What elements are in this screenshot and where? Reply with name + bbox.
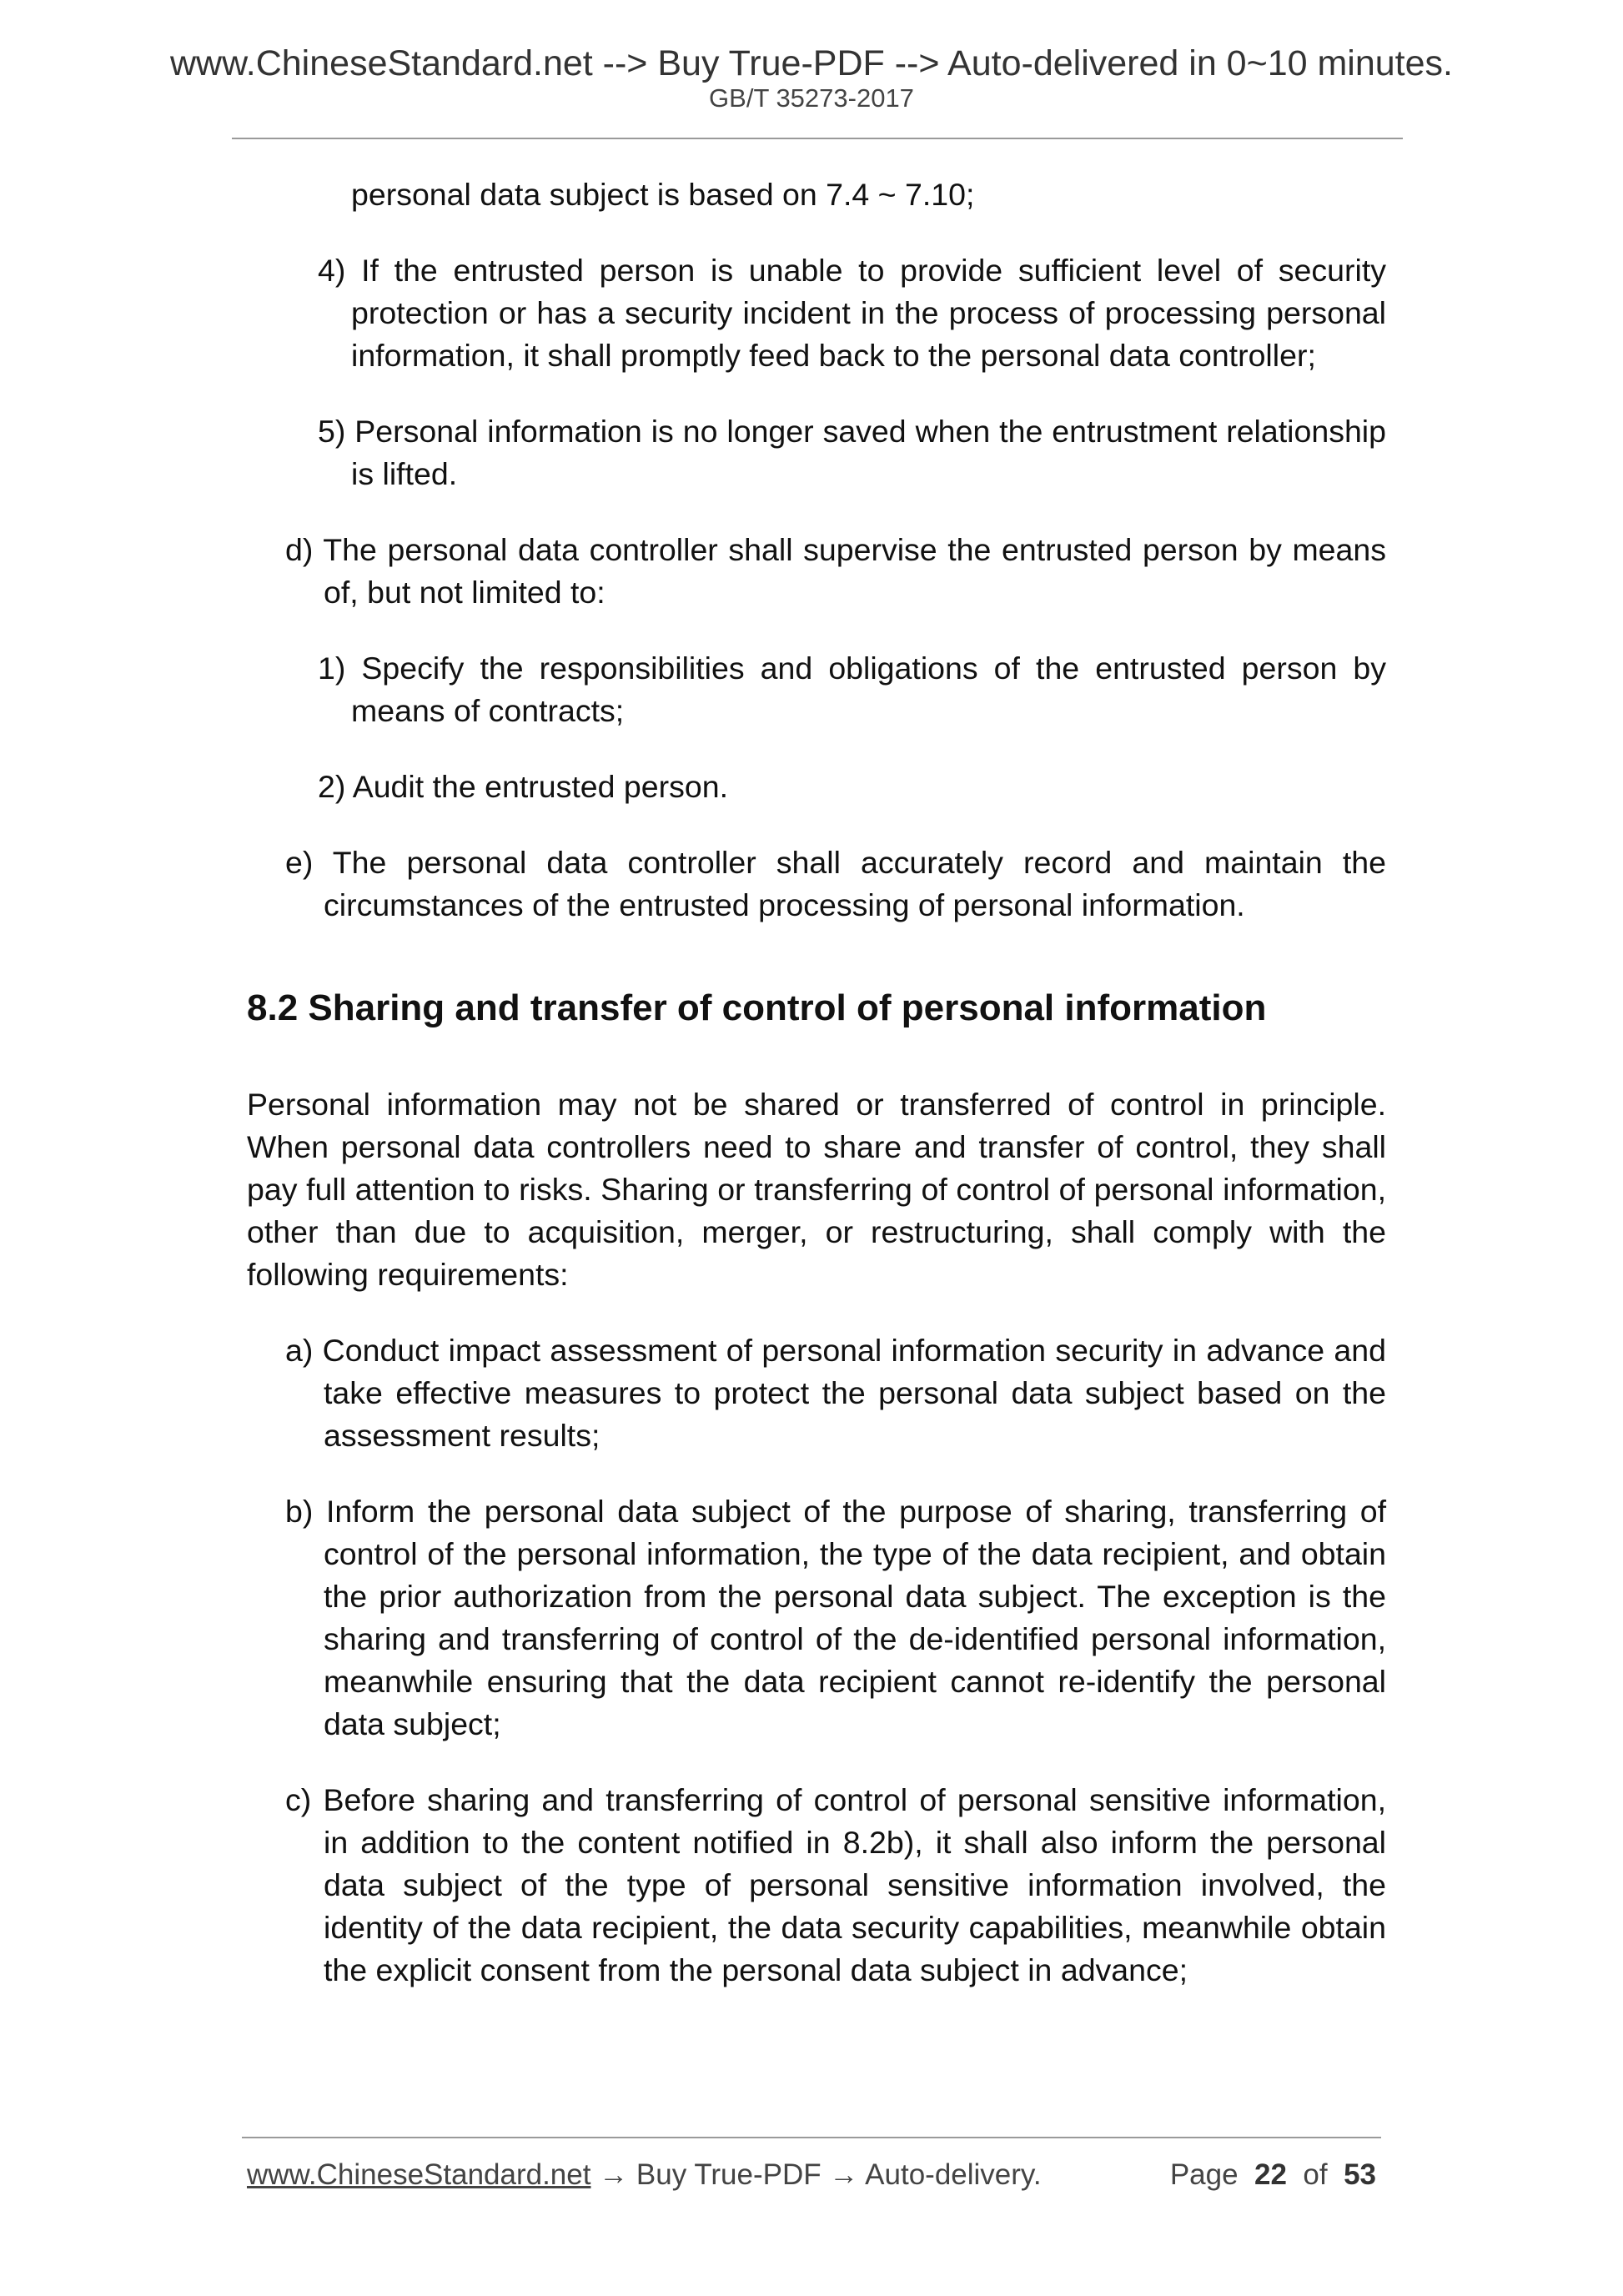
- list-item-e: e) The personal data controller shall accurately record and maintain the circumstances of the entrusted processing of personal information.: [285, 845, 1386, 922]
- footer-tagline: → Buy True-PDF → Auto-delivery.: [590, 2158, 1042, 2191]
- list-item-d: d) The personal data controller shall supervise the entrusted person by means of, but not limited to:: [285, 532, 1386, 610]
- page-indicator: [1170, 2158, 1376, 2192]
- section-heading: 8.2 Sharing and transfer of control of personal information: [247, 987, 1267, 1028]
- footer-link[interactable]: www.ChineseStandard.net: [247, 2158, 591, 2191]
- header-divider: [232, 138, 1403, 139]
- header-banner: www.ChineseStandard.net --> Buy True-PDF --> Auto-delivered in 0~10 minutes.: [169, 43, 1453, 83]
- document-code: GB/T 35273-2017: [709, 83, 914, 113]
- list-item-c5: 5) Personal information is no longer saved when the entrustment relationship is lifted.: [318, 414, 1386, 491]
- page-number: 22: [1254, 2158, 1287, 2191]
- list-item-d2: 2) Audit the entrusted person.: [318, 769, 728, 804]
- page-content: [247, 173, 1386, 1992]
- requirement-c: c) Before sharing and transferring of control of personal sensitive information, in addition to the content notified in 8.2b), it shall also inform the personal data subject of the type of personal sensitive information involved, the identity of the data recipient, the data security capabilities, meanwhile obtain the explicit consent from the personal data subject in advance;: [285, 1782, 1386, 1987]
- requirement-a: a) Conduct impact assessment of personal information security in advance and take effective measures to protect the personal data subject based on the assessment results;: [285, 1333, 1386, 1453]
- of-label: of: [1303, 2158, 1328, 2191]
- page-label: Page: [1169, 2158, 1239, 2191]
- requirement-b: b) Inform the personal data subject of the purpose of sharing, transferring of control of the personal information, the type of the data recipient, and obtain the prior authorization from the personal data subject. The exception is the sharing and transferring of control of the de-identified personal information, meanwhile ensuring that the data recipient cannot re-identify the personal data subject;: [285, 1494, 1386, 1741]
- total-pages: 53: [1344, 2158, 1376, 2191]
- continued-line: personal data subject is based on 7.4 ~ 7.10;: [351, 177, 975, 212]
- list-item-c4: 4) If the entrusted person is unable to provide sufficient level of security protection or has a security incident in the process of processing personal information, it shall promptly feed back to the personal data controller;: [318, 253, 1386, 373]
- intro-paragraph: Personal information may not be shared or transferred of control in principle. When personal data controllers need to share and transfer of control, they shall pay full attention to risks. Sharing or transferring of control of personal information, other than due to acquisition, merger, or restructuring, shall comply with the following requirements:: [247, 1087, 1386, 1292]
- footer-divider: [242, 2137, 1381, 2138]
- footer-promo: [247, 2158, 1042, 2192]
- list-item-d1: 1) Specify the responsibilities and obligations of the entrusted person by means of contracts;: [318, 651, 1386, 728]
